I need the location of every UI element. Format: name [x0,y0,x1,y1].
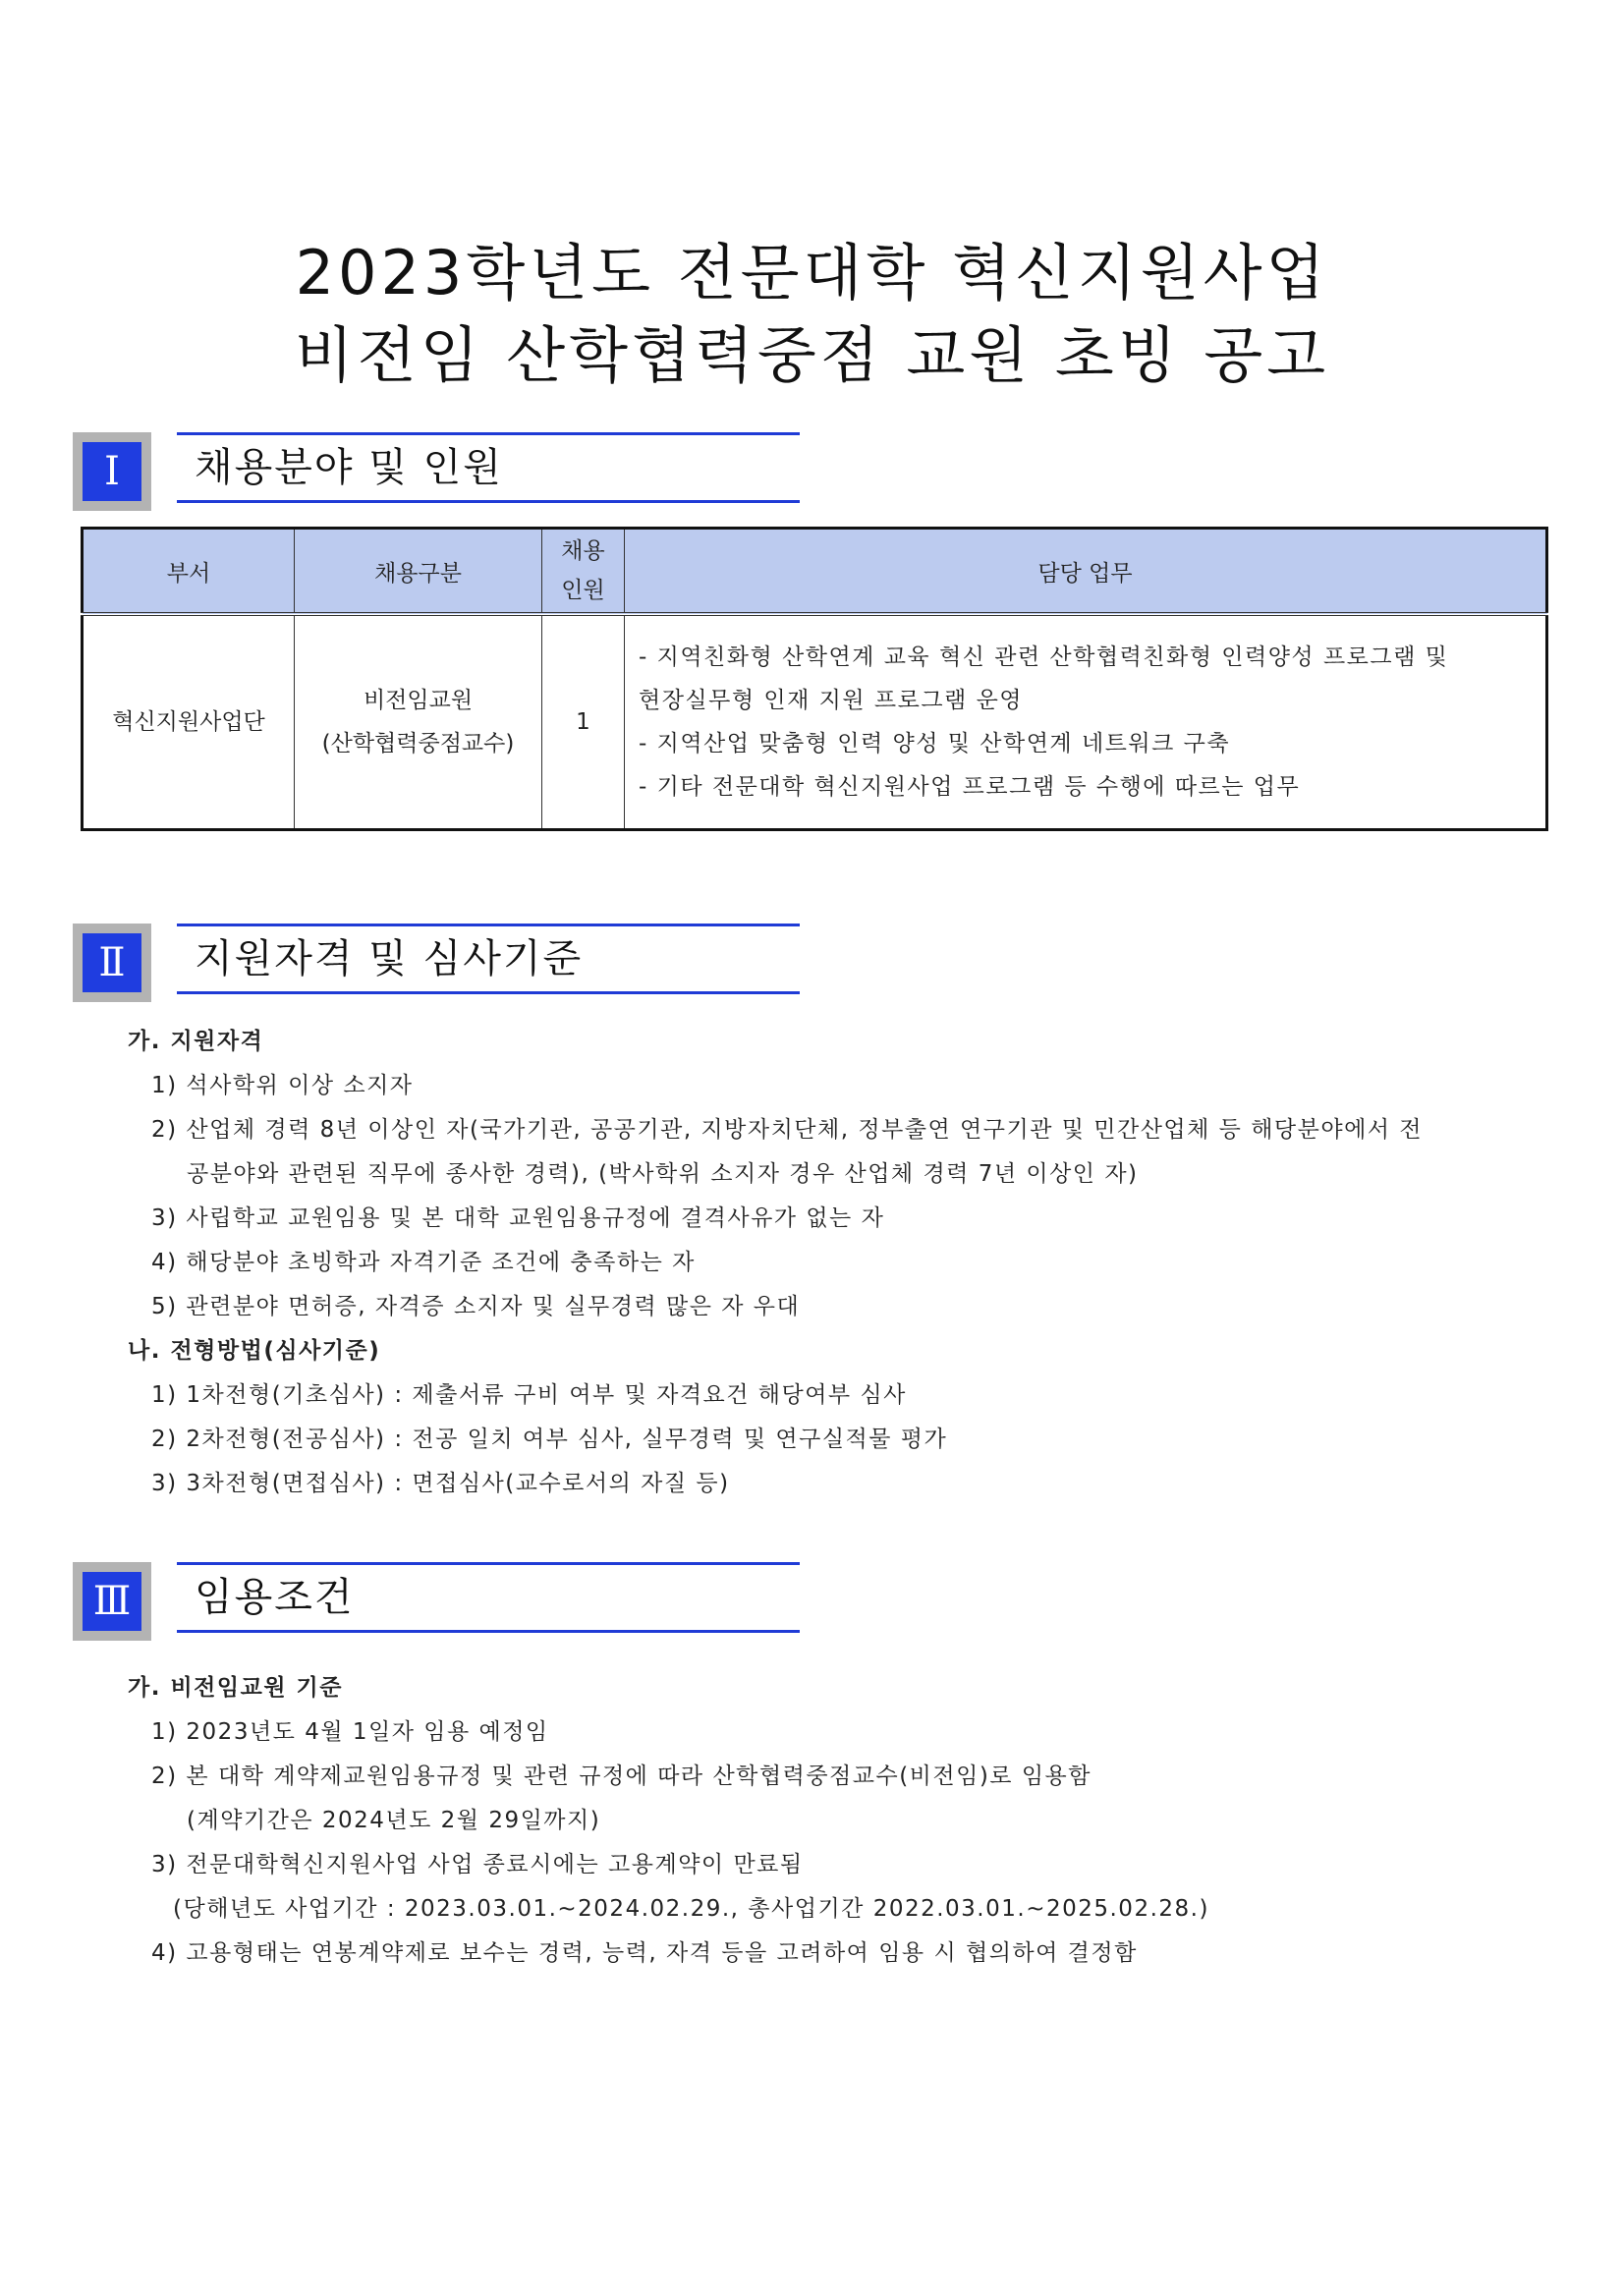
list-item: 3) 사립학교 교원임용 및 본 대학 교원임용규정에 결격사유가 없는 자 [151,1205,885,1231]
section-rule-bottom [177,1630,800,1633]
list-item: (당해년도 사업기간 : 2023.03.01.~2024.02.29., 총사업기간 2022.03.01.~2025.02.28.) [173,1896,1209,1922]
qual-heading: 가. 지원자격 [128,1029,264,1054]
section-number-box [73,924,151,1002]
header-department: 부서 [83,529,295,615]
duty-line: - 기타 전문대학 혁신지원사업 프로그램 등 수행에 따르는 업무 [639,774,1301,800]
header-duty: 담당 업무 [625,529,1547,615]
section-3-header [73,1562,800,1639]
section-number-box [73,1562,151,1641]
duty-line: - 지역산업 맞춤형 인력 양성 및 산학연계 네트워크 구축 [639,731,1231,756]
list-item: 1) 1차전형(기초심사) : 제출서류 구비 여부 및 자격요건 해당여부 심사 [151,1382,907,1408]
terms-heading: 가. 비전임교원 기준 [128,1675,343,1701]
cell-type-line2: (산학협력중점교수) [321,731,515,756]
header-type: 채용구분 [295,529,542,615]
list-item: 2) 산업체 경력 8년 이상인 자(국가기관, 공공기관, 지방자치단체, 정부출연 연구기관 및 민간산업체 등 해당분야에서 전 [151,1117,1424,1143]
list-item: 2) 2차전형(전공심사) : 전공 일치 여부 심사, 실무경력 및 연구실적물 평가 [151,1427,948,1452]
table-header-row [83,529,1547,615]
section-rule-bottom [177,991,800,994]
section-rule-top [177,432,800,435]
recruitment-table [81,527,1548,831]
duty-line: - 지역친화형 산학연계 교육 혁신 관련 산학협력친화형 인력양성 프로그램 및 [639,644,1449,670]
list-item: 공분야와 관련된 직무에 종사한 경력), (박사학위 소지자 경우 산업체 경력 7년 이상인 자) [187,1161,1139,1187]
header-count [542,529,625,615]
page-title-line1: 2023학년도 전문대학 혁신지원사업 [295,237,1329,308]
section-number-box [73,432,151,511]
duty-line: 현장실무형 인재 지원 프로그램 운영 [639,688,1024,713]
list-item: 1) 석사학위 이상 소지자 [151,1073,414,1098]
list-item: (계약기간은 2024년도 2월 29일까지) [187,1808,601,1833]
cell-type [295,614,542,830]
section-2-header [73,924,800,1000]
section-rule-top [177,1562,800,1565]
section-rule-top [177,924,800,926]
cell-department: 혁신지원사업단 [83,614,295,830]
list-item: 5) 관련분야 면허증, 자격증 소지자 및 실무경력 많은 자 우대 [151,1294,801,1319]
header-count-line1: 채용 [561,538,605,564]
section-title: 지원자격 및 심사기준 [195,936,584,981]
page-title-line2: 비전임 산학협력중점 교원 초빙 공고 [294,319,1330,391]
list-item: 1) 2023년도 4월 1일자 임용 예정임 [151,1719,549,1745]
method-heading: 나. 전형방법(심사기준) [128,1338,381,1364]
section-number: Ⅱ [83,933,141,992]
section-number: Ⅲ [83,1572,141,1631]
cell-count: 1 [542,614,625,830]
list-item: 3) 전문대학혁신지원사업 사업 종료시에는 고용계약이 만료됨 [151,1852,804,1877]
header-count-line2: 인원 [561,578,605,603]
list-item: 4) 해당분야 초빙학과 자격기준 조건에 충족하는 자 [151,1250,696,1275]
list-item: 3) 3차전형(면접심사) : 면접심사(교수로서의 자질 등) [151,1471,730,1496]
list-item: 2) 본 대학 계약제교원임용규정 및 관련 규정에 따라 산학협력중점교수(비전임)로 임용함 [151,1764,1092,1789]
cell-type-line1: 비전임교원 [363,688,474,713]
section-1-header [73,432,800,509]
cell-duty [625,614,1547,830]
section-title: 채용분야 및 인원 [195,445,503,490]
section-number: Ⅰ [83,442,141,501]
list-item: 4) 고용형태는 연봉계약제로 보수는 경력, 능력, 자격 등을 고려하여 임용 시 협의하여 결정함 [151,1940,1138,1966]
section-title: 임용조건 [195,1575,355,1620]
section-rule-bottom [177,500,800,503]
table-row [83,614,1547,830]
